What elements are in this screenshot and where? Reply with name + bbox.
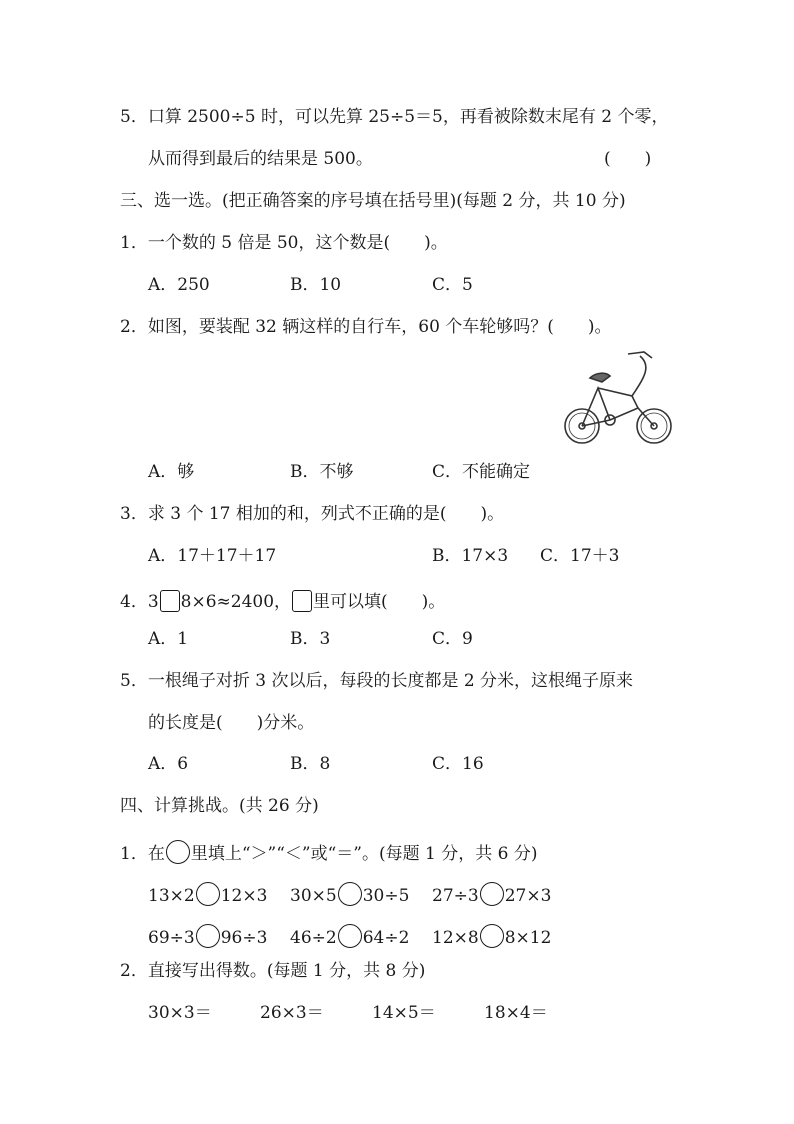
calc-item[interactable]: 30×3＝ (148, 1003, 212, 1023)
s3-q4-option-c[interactable]: C．9 (432, 629, 473, 649)
s3-q1-option-b[interactable]: B．10 (290, 275, 342, 295)
compare-left: 30×5 (290, 886, 337, 906)
compare-left: 27÷3 (432, 886, 479, 906)
s3-q3-option-b[interactable]: B．17×3 (432, 546, 509, 566)
s3-q5-option-c[interactable]: C．16 (432, 754, 484, 774)
s3-q5-line2: 的长度是( )分米。 (148, 713, 315, 733)
s3-q3-stem: 3．求 3 个 17 相加的和，列式不正确的是( )。 (120, 504, 505, 524)
s3-q2-option-c[interactable]: C．不能确定 (432, 462, 531, 482)
compare-item (432, 882, 551, 907)
s3-q2-option-a[interactable]: A．够 (148, 462, 195, 482)
q5-judge-line2: 从而得到最后的结果是 500。 (148, 149, 373, 169)
s3-q1-option-c[interactable]: C．5 (432, 275, 473, 295)
s4-q1-prefix: 1．在 (120, 844, 165, 864)
s4-q2-stem: 2．直接写出得数。(每题 1 分，共 8 分) (120, 961, 426, 981)
compare-circle-icon[interactable] (338, 924, 362, 948)
s4-q1-stem (120, 840, 538, 865)
s3-q2-option-b[interactable]: B．不够 (290, 462, 354, 482)
compare-left: 12×8 (432, 928, 479, 948)
calc-item[interactable]: 14×5＝ (372, 1003, 436, 1023)
s3-q4-prefix: 4．3 (120, 592, 159, 612)
s3-q3-option-a[interactable]: A．17＋17＋17 (148, 546, 277, 566)
compare-right: 27×3 (504, 886, 552, 906)
compare-right: 64÷2 (362, 928, 410, 948)
compare-right: 8×12 (504, 928, 552, 948)
q5-judge-line1: 5．口算 2500÷5 时，可以先算 25÷5＝5，再看被除数末尾有 2 个零， (120, 107, 669, 127)
s3-q2-stem: 2．如图，要装配 32 辆这样的自行车，60 个车轮够吗？( )。 (120, 317, 612, 337)
s3-q5-line1: 5．一根绳子对折 3 次以后，每段的长度都是 2 分米，这根绳子原来 (120, 671, 634, 691)
s3-q1-stem: 1．一个数的 5 倍是 50，这个数是( )。 (120, 233, 448, 253)
compare-right: 30÷5 (362, 886, 410, 906)
compare-circle-icon[interactable] (480, 882, 504, 906)
blank-square-icon[interactable] (160, 590, 180, 612)
s3-q4-stem (120, 590, 445, 613)
compare-left: 46÷2 (290, 928, 337, 948)
section4-heading: 四、计算挑战。(共 26 分) (120, 796, 319, 816)
compare-item (432, 924, 551, 949)
calc-item[interactable]: 18×4＝ (484, 1003, 548, 1023)
compare-item (290, 882, 409, 907)
s4-q1-suffix: 里填上“＞”“＜”或“＝”。(每题 1 分，共 6 分) (190, 844, 538, 864)
compare-left: 69÷3 (148, 928, 195, 948)
s3-q1-option-a[interactable]: A．250 (148, 275, 210, 295)
compare-left: 13×2 (148, 886, 195, 906)
q5-judge-answer-paren[interactable]: ( ) (604, 149, 652, 169)
s3-q4-option-a[interactable]: A．1 (148, 629, 189, 649)
compare-item (148, 882, 267, 907)
calc-item[interactable]: 26×3＝ (260, 1003, 324, 1023)
s3-q5-option-b[interactable]: B．8 (290, 754, 331, 774)
compare-circle-icon[interactable] (480, 924, 504, 948)
s3-q4-middle: 8×6≈2400， (180, 592, 292, 612)
compare-item (148, 924, 267, 949)
compare-item (290, 924, 409, 949)
bicycle-image (562, 348, 678, 448)
s3-q5-option-a[interactable]: A．6 (148, 754, 189, 774)
s3-q4-option-b[interactable]: B．3 (290, 629, 331, 649)
compare-right: 96÷3 (220, 928, 268, 948)
blank-circle-icon (166, 840, 190, 864)
s3-q4-suffix: 里可以填( )。 (313, 592, 446, 612)
blank-square-icon (292, 590, 312, 612)
compare-right: 12×3 (220, 886, 268, 906)
compare-circle-icon[interactable] (196, 882, 220, 906)
compare-circle-icon[interactable] (338, 882, 362, 906)
compare-circle-icon[interactable] (196, 924, 220, 948)
section3-heading: 三、选一选。(把正确答案的序号填在括号里)(每题 2 分，共 10 分) (120, 191, 626, 211)
s3-q3-option-c[interactable]: C．17＋3 (540, 546, 620, 566)
